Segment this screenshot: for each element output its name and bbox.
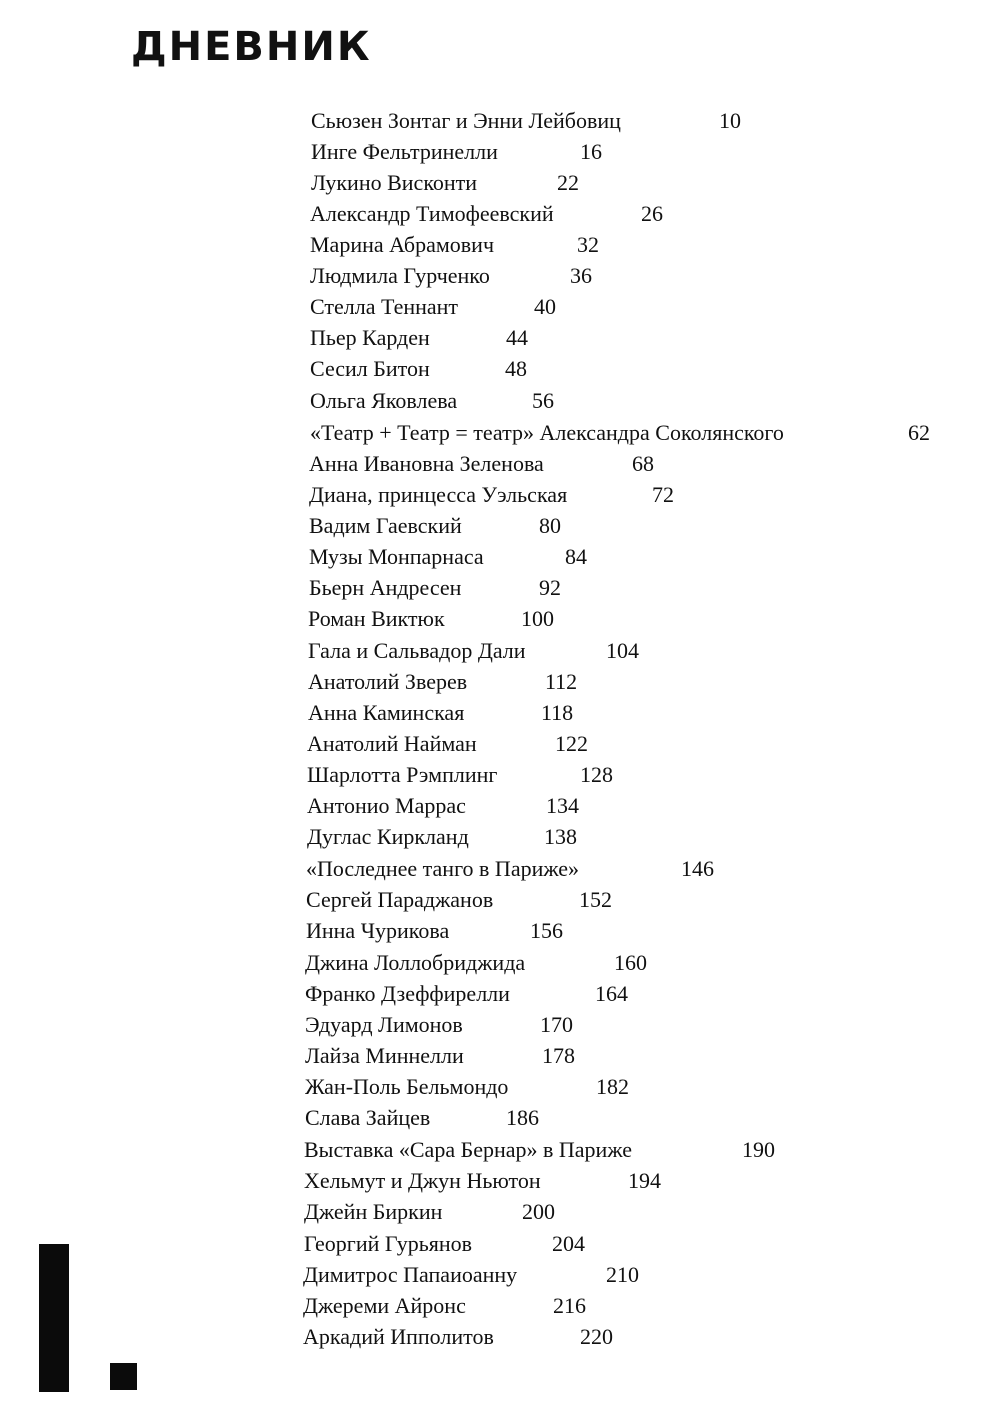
toc-entry xyxy=(303,1292,466,1320)
toc-entry xyxy=(309,574,461,602)
toc-entry-page: 40 xyxy=(534,294,556,319)
toc-entry xyxy=(310,387,457,415)
toc-entry-title: Джейн Биркин xyxy=(304,1199,443,1224)
toc-entry xyxy=(309,450,544,478)
toc-entry-title: Сьюзен Зонтаг и Энни Лейбовиц xyxy=(311,108,621,133)
toc-entry-page: 22 xyxy=(557,170,579,195)
toc-entry xyxy=(305,1011,463,1039)
toc-entry-title: Анатолий Найман xyxy=(307,731,477,756)
toc-entry xyxy=(307,730,477,758)
toc-entry-title: Анатолий Зверев xyxy=(308,669,468,694)
toc-entry-page: 36 xyxy=(570,263,592,288)
toc-entry-title: Джереми Айронс xyxy=(303,1293,466,1318)
toc-entry xyxy=(309,512,462,540)
toc-entry xyxy=(308,637,526,665)
toc-entry-title: Гала и Сальвадор Дали xyxy=(308,638,526,663)
toc-entry-title: Джина Лоллобриджида xyxy=(305,950,526,975)
toc-entry xyxy=(308,699,464,727)
toc-entry-title: Хельмут и Джун Ньютон xyxy=(304,1168,541,1193)
toc-entry-page: 104 xyxy=(606,638,639,663)
toc-entry-title: Жан-Поль Бельмондо xyxy=(305,1074,509,1099)
toc-entry-title: Роман Виктюк xyxy=(308,606,445,631)
toc-entry-title: Лайза Миннелли xyxy=(305,1043,464,1068)
toc-entry xyxy=(310,324,430,352)
toc-entry-page: 194 xyxy=(628,1168,661,1193)
toc-entry-title: Вадим Гаевский xyxy=(309,513,462,538)
section-title: ДНЕВНИК xyxy=(131,24,372,70)
toc-entry-title: Диана, принцесса Уэльская xyxy=(309,482,568,507)
toc-entry xyxy=(303,1323,494,1351)
toc-entry-page: 164 xyxy=(595,981,628,1006)
toc-entry-page: 204 xyxy=(552,1231,585,1256)
toc-entry-page: 134 xyxy=(546,793,579,818)
toc-entry-title: «Театр + Театр = театр» Александра Соколянского xyxy=(310,420,784,445)
toc-entry-page: 190 xyxy=(742,1137,775,1162)
toc-entry-title: Анна Каминская xyxy=(308,700,465,725)
toc-entry xyxy=(306,855,579,883)
toc-entry-title: Слава Зайцев xyxy=(305,1105,431,1130)
toc-entry xyxy=(306,917,449,945)
toc-entry-page: 200 xyxy=(522,1199,555,1224)
toc-entry-page: 170 xyxy=(540,1012,573,1037)
toc-entry-page: 216 xyxy=(553,1293,586,1318)
toc-entry xyxy=(303,1261,517,1289)
toc-entry-title: Аркадий Ипполитов xyxy=(303,1324,494,1349)
toc-entry xyxy=(307,792,466,820)
toc-entry xyxy=(310,262,490,290)
toc-entry-title: Пьер Карден xyxy=(310,325,430,350)
toc-entry-page: 84 xyxy=(565,544,587,569)
toc-entry-page: 128 xyxy=(580,762,613,787)
toc-entry-page: 160 xyxy=(614,950,647,975)
toc-entry xyxy=(304,1230,472,1258)
toc-entry-title: Георгий Гурьянов xyxy=(304,1231,473,1256)
toc-entry xyxy=(310,200,554,228)
toc-entry xyxy=(308,668,467,696)
toc-entry xyxy=(305,1042,464,1070)
toc-entry-page: 112 xyxy=(545,669,578,694)
toc-entry-title: Франко Дзеффирелли xyxy=(305,981,510,1006)
toc-entry-page: 122 xyxy=(555,731,588,756)
toc-entry-title: «Последнее танго в Париже» xyxy=(306,856,580,881)
toc-entry-page: 178 xyxy=(542,1043,575,1068)
toc-entry-title: Сесил Битон xyxy=(310,356,430,381)
toc-entry xyxy=(305,980,510,1008)
toc-entry-title: Музы Монпарнаса xyxy=(309,544,484,569)
toc-entry-title: Инна Чурикова xyxy=(306,918,450,943)
toc-entry-page: 56 xyxy=(532,388,554,413)
toc-entry-page: 62 xyxy=(908,420,930,445)
toc-entry-page: 80 xyxy=(539,513,561,538)
toc-entry xyxy=(307,761,497,789)
toc-entry-page: 220 xyxy=(580,1324,613,1349)
toc-entry xyxy=(304,1167,541,1195)
toc-entry-title: Дуглас Киркланд xyxy=(307,824,469,849)
toc-entry-title: Шарлотта Рэмплинг xyxy=(307,762,498,787)
toc-entry xyxy=(311,107,621,135)
toc-entry xyxy=(307,823,469,851)
toc-entry-page: 100 xyxy=(521,606,554,631)
toc-entry-page: 152 xyxy=(579,887,612,912)
toc-entry-page: 118 xyxy=(541,700,574,725)
toc-entry xyxy=(310,293,458,321)
toc-entry-title: Эдуард Лимонов xyxy=(305,1012,463,1037)
toc-entry-page: 32 xyxy=(577,232,599,257)
toc-entry xyxy=(304,1136,632,1164)
toc-entry-title: Инге Фельтринелли xyxy=(311,139,498,164)
toc-entry-title: Димитрос Папаиоанну xyxy=(303,1262,518,1287)
toc-entry-title: Выставка «Сара Бернар» в Париже xyxy=(304,1137,633,1162)
toc-entry xyxy=(311,138,498,166)
section-marker-dot xyxy=(110,1363,137,1390)
toc-entry-title: Марина Абрамович xyxy=(310,232,495,257)
toc-entry-title: Стелла Теннант xyxy=(310,294,459,319)
toc-entry-page: 182 xyxy=(596,1074,629,1099)
toc-entry xyxy=(305,949,525,977)
toc-entry-page: 138 xyxy=(544,824,577,849)
toc-entry xyxy=(308,605,445,633)
toc-entry-title: Бьерн Андресен xyxy=(309,575,462,600)
toc-entry-title: Ольга Яковлева xyxy=(310,388,458,413)
toc-entry-page: 146 xyxy=(681,856,714,881)
toc-entry-page: 72 xyxy=(652,482,674,507)
section-marker-bar xyxy=(39,1244,69,1392)
toc-entry-page: 44 xyxy=(506,325,528,350)
toc-entry xyxy=(310,419,784,447)
toc-entry xyxy=(305,1104,430,1132)
toc-entry-page: 156 xyxy=(530,918,563,943)
toc-entry-page: 68 xyxy=(632,451,654,476)
toc-entry xyxy=(309,481,567,509)
toc-entry-title: Александр Тимофеевский xyxy=(310,201,554,226)
toc-entry xyxy=(305,1073,508,1101)
toc-entry xyxy=(311,169,477,197)
toc-entry xyxy=(310,231,494,259)
toc-entry-page: 26 xyxy=(641,201,663,226)
toc-entry xyxy=(304,1198,442,1226)
toc-entry xyxy=(306,886,493,914)
toc-entry-page: 92 xyxy=(539,575,561,600)
toc-entry-title: Сергей Параджанов xyxy=(306,887,494,912)
toc-entry-page: 210 xyxy=(606,1262,639,1287)
toc-entry xyxy=(310,355,430,383)
toc-entry-page: 48 xyxy=(505,356,527,381)
toc-entry-title: Анна Ивановна Зеленова xyxy=(309,451,544,476)
toc-entry xyxy=(309,543,484,571)
toc-entry-page: 10 xyxy=(719,108,741,133)
toc-entry-title: Людмила Гурченко xyxy=(310,263,490,288)
toc-entry-page: 186 xyxy=(506,1105,539,1130)
toc-entry-title: Лукино Висконти xyxy=(311,170,478,195)
toc-entry-title: Антонио Маррас xyxy=(307,793,466,818)
toc-entry-page: 16 xyxy=(580,139,602,164)
